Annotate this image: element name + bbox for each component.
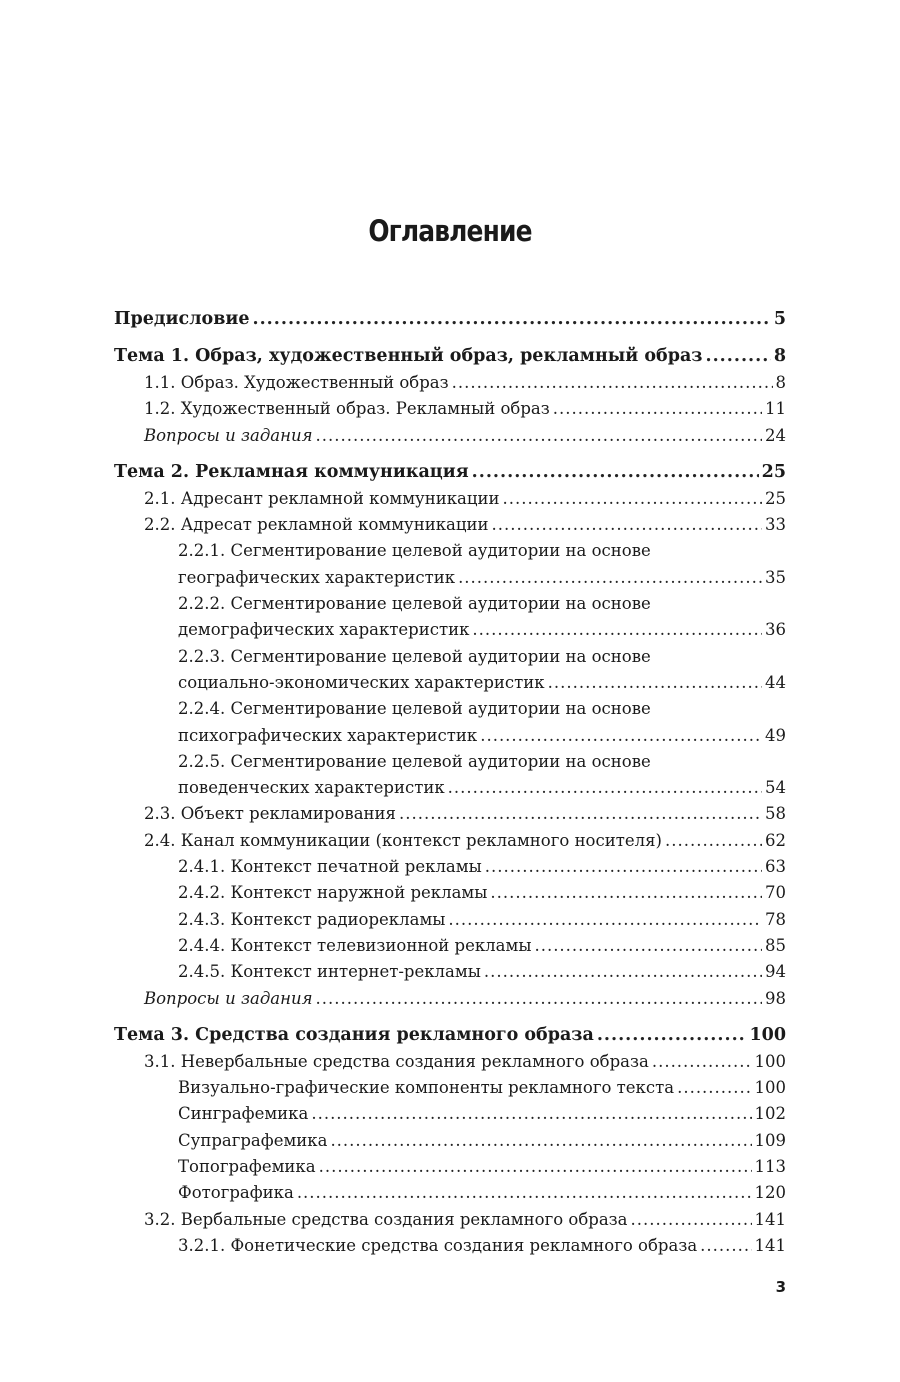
- toc-entry-label-line2: географических характеристик: [178, 567, 456, 587]
- leader-dots: [503, 486, 763, 512]
- leader-dots: [399, 801, 762, 827]
- toc-entry-label: 1.2. Художественный образ. Рекламный образ: [144, 399, 550, 419]
- toc-entry-topic2[interactable]: [114, 459, 786, 486]
- toc-entry-2-2-3[interactable]: [114, 644, 786, 697]
- toc-entry-page: 24: [765, 425, 786, 445]
- leader-dots: [534, 933, 762, 959]
- toc-entry-2-2-4[interactable]: [114, 696, 786, 749]
- toc-entry-questions-1[interactable]: [114, 423, 786, 449]
- leader-dots: [548, 670, 762, 696]
- toc-entry-label: Предисловие: [114, 309, 250, 329]
- toc-entry-page: 78: [765, 909, 786, 929]
- toc-entry-2-1[interactable]: [114, 486, 786, 512]
- toc-entry-label-line2: поведенческих характеристик: [178, 778, 445, 798]
- toc-entry-topic3[interactable]: [114, 1022, 786, 1049]
- toc-entry-visual-graphic[interactable]: [114, 1075, 786, 1101]
- toc-entry-page: 141: [754, 1235, 786, 1255]
- toc-entry-label: Тема 3. Средства создания рекламного образа: [114, 1024, 594, 1045]
- toc-entry-label: Вопросы и задания: [144, 425, 313, 445]
- leader-dots: [452, 370, 773, 396]
- toc-entry-page: 141: [754, 1209, 786, 1229]
- toc-entry-label: 3.2. Вербальные средства создания рекламного образа: [144, 1209, 628, 1229]
- toc-entry-page: 54: [765, 778, 786, 798]
- toc-entry-label: 1.1. Образ. Художественный образ: [144, 373, 449, 392]
- toc-entry-page: 94: [765, 962, 786, 982]
- toc-entry-label: 2.4. Канал коммуникации (контекст рекламного носителя): [144, 830, 662, 850]
- toc-entry-2-4-5[interactable]: [114, 959, 786, 985]
- toc-entry-page: 62: [765, 830, 786, 850]
- toc-entry-3-1[interactable]: [114, 1049, 786, 1075]
- toc-entry-page: 8: [775, 373, 786, 392]
- toc-entry-2-2-5[interactable]: [114, 749, 786, 802]
- toc-entry-1-2[interactable]: [114, 396, 786, 422]
- toc-entry-page: 25: [765, 488, 786, 508]
- leader-dots: [700, 1233, 751, 1259]
- toc-entry-2-4-4[interactable]: [114, 933, 786, 959]
- leader-dots: [631, 1207, 752, 1233]
- toc-entry-page: 98: [765, 988, 786, 1008]
- leader-dots: [677, 1075, 751, 1101]
- toc-entry-label-line1: 2.2.5. Сегментирование целевой аудитории на основе: [178, 751, 651, 771]
- toc-entry-page: 109: [754, 1130, 786, 1150]
- toc-entry-label: Супраграфемика: [178, 1130, 328, 1150]
- table-of-contents: [114, 306, 786, 1259]
- leader-dots: [252, 306, 770, 333]
- toc-entry-page: 70: [765, 883, 786, 903]
- toc-entry-syngraphemics[interactable]: [114, 1101, 786, 1127]
- toc-entry-page: 49: [765, 725, 786, 745]
- toc-entry-label: 2.1. Адресант рекламной коммуникации: [144, 488, 500, 508]
- toc-entry-preface[interactable]: [114, 306, 786, 333]
- leader-dots: [705, 343, 770, 370]
- toc-entry-label-line1: 2.2.1. Сегментирование целевой аудитории на основе: [178, 541, 651, 561]
- leader-dots: [316, 423, 762, 449]
- toc-entry-page: 63: [765, 857, 786, 877]
- toc-entry-label: Вопросы и задания: [144, 988, 313, 1008]
- toc-entry-1-1[interactable]: [114, 370, 786, 396]
- toc-entry-label-line2: демографических характеристик: [178, 620, 470, 640]
- leader-dots: [480, 723, 762, 749]
- leader-dots: [597, 1022, 747, 1049]
- leader-dots: [553, 396, 762, 422]
- leader-dots: [297, 1180, 752, 1206]
- toc-entry-questions-2[interactable]: [114, 986, 786, 1012]
- page-number: 3: [775, 1278, 786, 1296]
- toc-entry-page: 85: [765, 935, 786, 955]
- toc-entry-topographemics[interactable]: [114, 1154, 786, 1180]
- toc-entry-page: 120: [754, 1183, 786, 1203]
- toc-entry-label-line1: 2.2.2. Сегментирование целевой аудитории на основе: [178, 594, 651, 614]
- toc-entry-label-line2: социально-экономических характеристик: [178, 672, 545, 692]
- toc-entry-label: 2.3. Объект рекламирования: [144, 804, 396, 824]
- toc-entry-2-4-3[interactable]: [114, 907, 786, 933]
- leader-dots: [448, 775, 762, 801]
- toc-entry-label: 3.1. Невербальные средства создания рекламного образа: [144, 1051, 649, 1071]
- toc-entry-2-2-1[interactable]: [114, 538, 786, 591]
- toc-entry-page: 100: [754, 1051, 786, 1071]
- toc-entry-label: Топографемика: [178, 1157, 316, 1177]
- leader-dots: [485, 854, 762, 880]
- toc-entry-label: 2.4.3. Контекст радиорекламы: [178, 909, 446, 929]
- toc-entry-page: 33: [765, 515, 786, 535]
- toc-entry-label: Визуально-графические компоненты рекламного текста: [178, 1078, 675, 1098]
- toc-entry-2-4[interactable]: [114, 828, 786, 854]
- toc-entry-label: 2.2. Адресат рекламной коммуникации: [144, 515, 489, 535]
- toc-entry-2-4-2[interactable]: [114, 880, 786, 906]
- toc-entry-2-2[interactable]: [114, 512, 786, 538]
- leader-dots: [472, 617, 762, 643]
- leader-dots: [448, 907, 762, 933]
- toc-entry-page: 25: [761, 461, 786, 482]
- leader-dots: [652, 1049, 752, 1075]
- toc-entry-supragraphemics[interactable]: [114, 1128, 786, 1154]
- leader-dots: [492, 512, 762, 538]
- toc-entry-label: 3.2.1. Фонетические средства создания рекламного образа: [178, 1235, 698, 1255]
- toc-entry-2-4-1[interactable]: [114, 854, 786, 880]
- leader-dots: [319, 1154, 752, 1180]
- leader-dots: [472, 459, 759, 486]
- page-title: Оглавление: [368, 214, 532, 248]
- toc-entry-topic1[interactable]: [114, 343, 786, 370]
- leader-dots: [330, 1128, 751, 1154]
- toc-entry-photographics[interactable]: [114, 1180, 786, 1206]
- leader-dots: [311, 1101, 751, 1127]
- toc-entry-label-line2: психографических характеристик: [178, 725, 478, 745]
- leader-dots: [490, 880, 762, 906]
- toc-entry-label: Тема 1. Образ, художественный образ, рекламный образ: [114, 346, 703, 366]
- toc-entry-label: Синграфемика: [178, 1104, 309, 1124]
- toc-entry-label: 2.4.2. Контекст наружной рекламы: [178, 883, 488, 903]
- toc-entry-label: 2.4.1. Контекст печатной рекламы: [178, 857, 482, 877]
- toc-entry-label: Фотографика: [178, 1183, 294, 1203]
- toc-entry-page: 102: [754, 1104, 786, 1124]
- toc-entry-page: 113: [754, 1157, 786, 1177]
- toc-entry-3-2-1[interactable]: [114, 1233, 786, 1259]
- toc-entry-label: Тема 2. Рекламная коммуникация: [114, 461, 469, 482]
- toc-entry-label-line1: 2.2.4. Сегментирование целевой аудитории на основе: [178, 699, 651, 719]
- toc-entry-page: 11: [765, 399, 786, 419]
- toc-entry-page: 35: [765, 567, 786, 587]
- toc-entry-page: 5: [773, 309, 786, 329]
- toc-entry-label: 2.4.5. Контекст интернет-рекламы: [178, 962, 481, 982]
- leader-dots: [484, 959, 762, 985]
- toc-entry-page: 8: [773, 346, 786, 366]
- toc-entry-label: 2.4.4. Контекст телевизионной рекламы: [178, 935, 532, 955]
- toc-entry-label-line1: 2.2.3. Сегментирование целевой аудитории на основе: [178, 646, 651, 666]
- leader-dots: [458, 565, 762, 591]
- toc-entry-page: 100: [754, 1078, 786, 1098]
- toc-entry-page: 58: [765, 804, 786, 824]
- toc-entry-page: 36: [765, 620, 786, 640]
- toc-entry-2-2-2[interactable]: [114, 591, 786, 644]
- leader-dots: [665, 828, 762, 854]
- toc-entry-3-2[interactable]: [114, 1207, 786, 1233]
- toc-entry-page: 100: [749, 1024, 786, 1045]
- toc-entry-page: 44: [765, 672, 786, 692]
- toc-entry-2-3[interactable]: [114, 801, 786, 827]
- leader-dots: [316, 986, 762, 1012]
